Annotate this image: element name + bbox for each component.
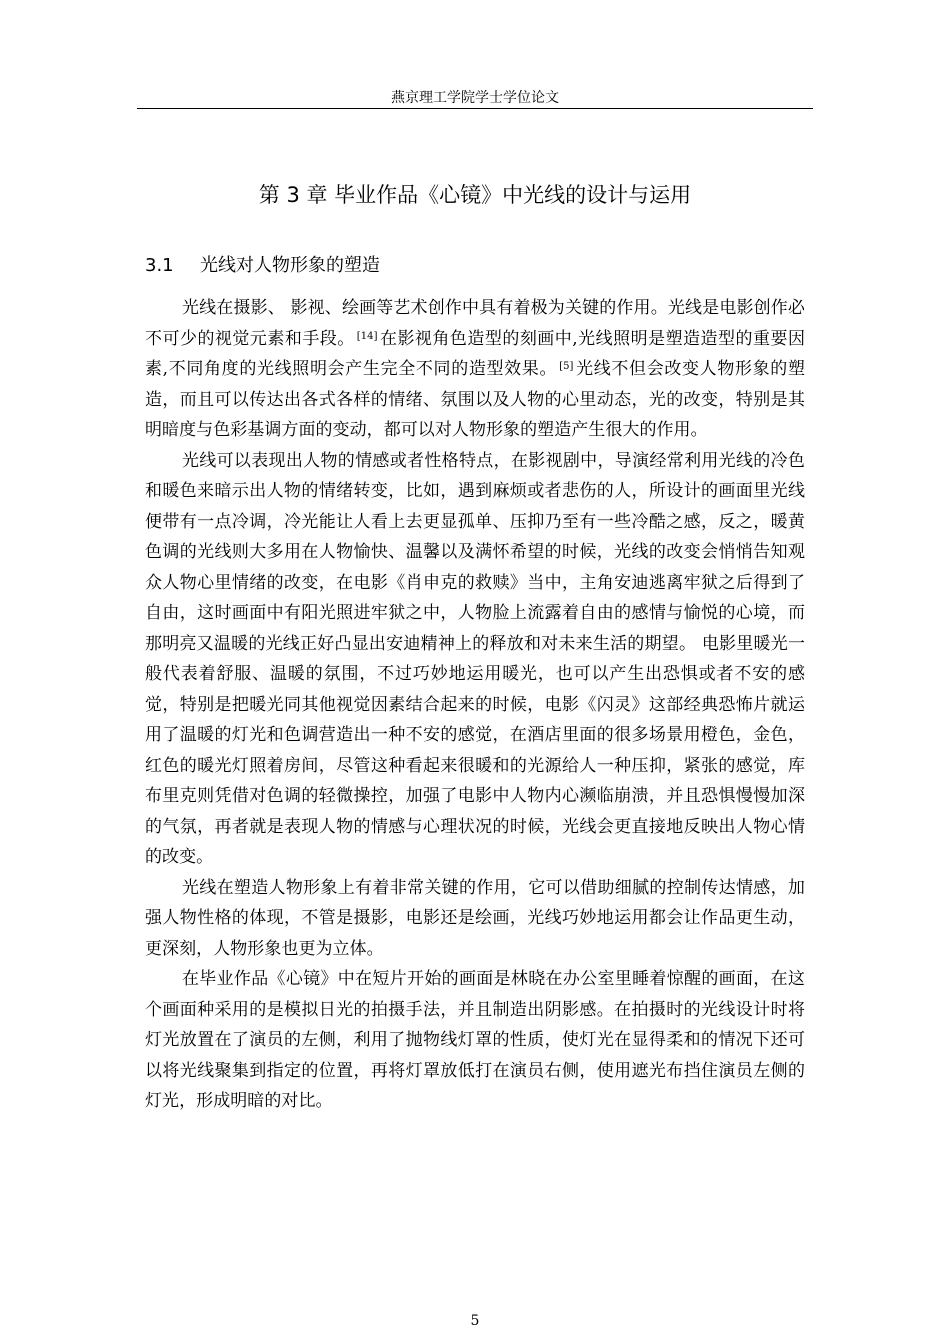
section-number: 3.1	[145, 255, 174, 276]
chapter-title: 第 3 章 毕业作品《心镜》中光线的设计与运用	[258, 183, 692, 207]
body-text	[145, 293, 805, 1117]
section-title: 光线对人物形象的塑造	[200, 255, 380, 276]
paragraph-1-part-3: 光线不但会改变人物形象的塑造，而且可以传达出各式各样的情绪、氛围以及人物的心里动态，光的改变，特别是其明暗度与色彩基调方面的变动，都可以对人物形象的塑造产生很大的作用。	[145, 359, 805, 440]
citation-5: [5]	[559, 361, 574, 372]
citation-14: [14]	[356, 330, 378, 342]
section-heading	[145, 252, 805, 280]
paragraph-1	[145, 293, 805, 446]
running-header: 燕京理工学院学士学位论文	[391, 90, 559, 106]
page-number: 5	[470, 1313, 480, 1329]
paragraph-1-part-1: 光线在摄影、 影视、绘画等艺术创作中具有着极为关键的作用。光线是电影创作必不可少的视觉元素和手段。	[145, 298, 805, 349]
paragraph-3: 光线在塑造人物形象上有着非常关键的作用，它可以借助细腻的控制传达情感，加强人物性格的体现，不管是摄影，电影还是绘画，光线巧妙地运用都会让作品更生动，更深刻，人物形象也更为立体。	[145, 877, 805, 959]
paragraph-4: 在毕业作品《心镜》中在短片开始的画面是林晓在办公室里睡着惊醒的画面，在这个画面种采用的是模拟日光的拍摄手法，并且制造出阴影感。在拍摄时的光线设计时将灯光放置在了演员的左侧，利用了抛物线灯罩的性质，使灯光在显得柔和的情况下还可以将光线聚集到指定的位置，再将灯罩放低打在演员右侧，使用遮光布挡住演员左侧的灯光，形成明暗的对比。	[145, 969, 805, 1111]
header-rule	[137, 108, 813, 109]
paragraph-2: 光线可以表现出人物的情感或者性格特点，在影视剧中，导演经常利用光线的冷色和暖色来暗示出人物的情绪转变，比如，遇到麻烦或者悲伤的人，所设计的画面里光线便带有一点冷调，冷光能让人看上去更显孤单、压抑乃至有一些冷酷之感，反之，暖黄色调的光线则大多用在人物愉快、温馨以及满怀希望的时候，光线的改变会悄悄告知观众人物心里情绪的改变，在电影《肖申克的救赎》当中，主角安迪逃离牢狱之后得到了自由，这时画面中有阳光照进牢狱之中，人物脸上流露着自由的感情与愉悦的心境，而那明亮又温暖的光线正好凸显出安迪精神上的释放和对未来生活的期望。 电影里暖光一般代表着舒服、温暖的氛围，不过巧妙地运用暖光，也可以产生出恐惧或者不安的感觉，特别是把暖光同其他视觉因素结合起来的时候，电影《闪灵》这部经典恐怖片就运用了温暖的灯光和色调营造出一种不安的感觉，在酒店里面的很多场景用橙色，金色，红色的暖光灯照着房间，尽管这种看起来很暖和的光源给人一种压抑，紧张的感觉，库布里克则凭借对色调的轻微操控，加强了电影中人物内心濒临崩溃，并且恐惧慢慢加深的气氛，再者就是表现人物的情感与心理状况的时候，光线会更直接地反映出人物心情的改变。	[145, 450, 805, 867]
paragraph-1-part-2: 在影视角色造型的刻画中,光线照明是塑造造型的重要因素,不同角度的光线照明会产生完全不同的造型效果。	[145, 328, 805, 379]
